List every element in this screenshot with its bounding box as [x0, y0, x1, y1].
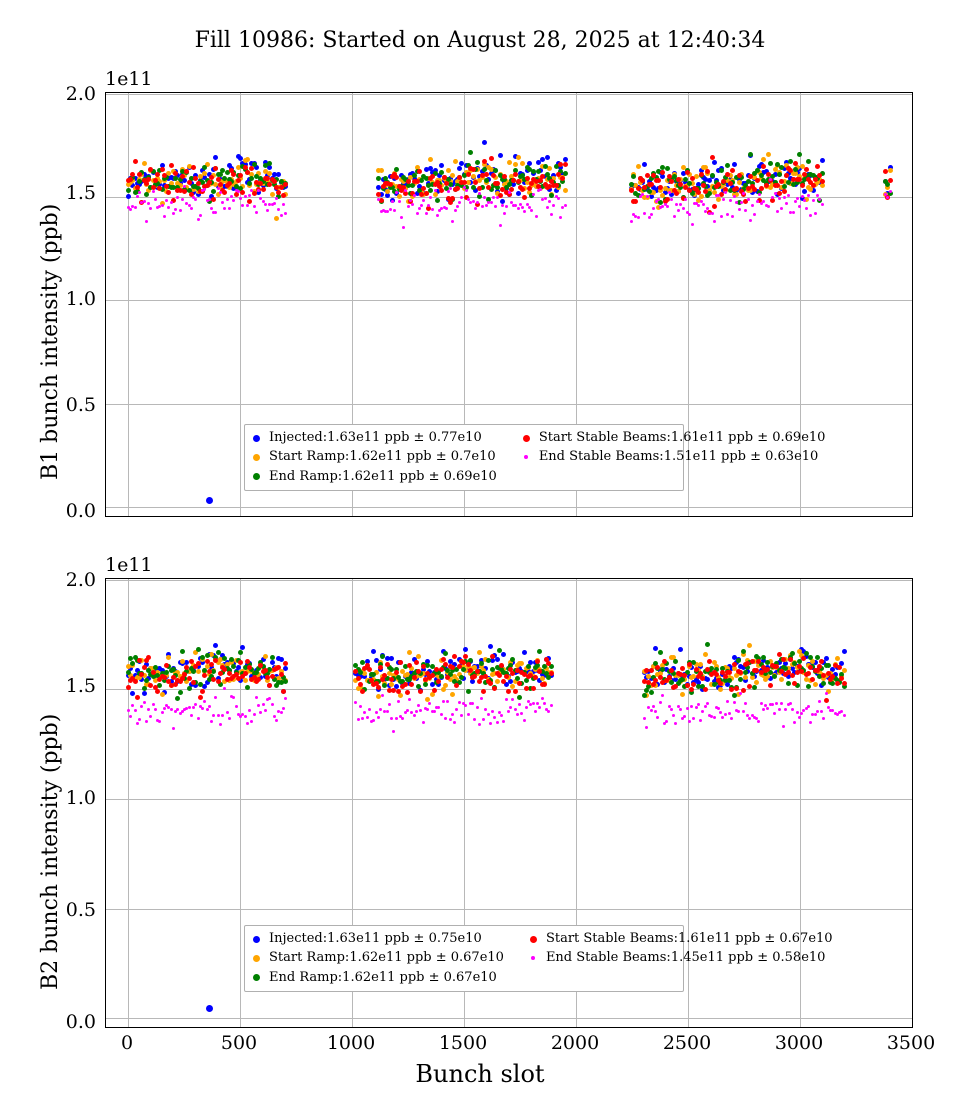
x-tick-label: 0	[120, 1032, 134, 1054]
gridline-vertical	[912, 579, 913, 1027]
x-tick-label: 3500	[886, 1032, 936, 1054]
legend-label: Injected:1.63e11 ppb ± 0.77e10	[269, 430, 482, 445]
legend-b2	[244, 925, 833, 992]
legend-label: Start Ramp:1.62e11 ppb ± 0.67e10	[269, 950, 504, 966]
x-tick-label: 3000	[774, 1032, 824, 1054]
gridline-horizontal	[106, 300, 912, 301]
gridline-vertical	[128, 93, 129, 516]
legend-marker-icon	[253, 435, 260, 442]
legend-item	[523, 431, 826, 445]
legend-marker-icon	[253, 454, 260, 461]
y-tick-label: 0.0	[65, 500, 96, 522]
legend-marker-icon	[531, 956, 535, 960]
legend-label: Start Stable Beams:1.61e11 ppb ± 0.67e10	[545, 931, 833, 946]
y-tick-label: 0.5	[65, 394, 96, 416]
legend-label: End Stable Beams:1.45e11 ppb ± 0.58e10	[545, 950, 826, 966]
legend-item	[523, 450, 826, 464]
x-tick-label: 1000	[326, 1032, 376, 1054]
legend-label: End Ramp:1.62e11 ppb ± 0.67e10	[269, 969, 497, 985]
legend-marker-icon	[524, 455, 528, 459]
legend-item	[253, 431, 497, 445]
y-axis-label-b2: B2 bunch intensity (ppb)	[38, 713, 63, 990]
y-tick-label: 0.0	[65, 1011, 96, 1033]
legend-marker-icon	[253, 955, 260, 962]
y-tick-label: 2.0	[65, 569, 96, 591]
legend-label: Start Ramp:1.62e11 ppb ± 0.7e10	[269, 449, 496, 465]
gridline-horizontal	[106, 507, 912, 508]
y-tick-label: 1.0	[65, 288, 96, 310]
x-tick-label: 1500	[438, 1032, 488, 1054]
gridline-horizontal	[106, 94, 912, 95]
y-offset-text-b2: 1e11	[105, 554, 153, 576]
legend-b1	[244, 424, 826, 491]
legend-marker-icon	[253, 974, 260, 981]
legend-item	[253, 932, 504, 946]
y-tick-label: 1.0	[65, 787, 96, 809]
gridline-horizontal	[106, 1018, 912, 1019]
legend-label: End Stable Beams:1.51e11 ppb ± 0.63e10	[538, 449, 819, 465]
y-offset-text-b1: 1e11	[105, 68, 153, 90]
legend-item	[253, 971, 504, 985]
gridline-horizontal	[106, 404, 912, 405]
x-axis-label: Bunch slot	[415, 1060, 545, 1088]
y-axis-label-b1: B1 bunch intensity (ppb)	[38, 203, 63, 480]
gridline-vertical	[912, 93, 913, 516]
legend-marker-icon	[253, 473, 260, 480]
y-tick-label: 1.5	[65, 675, 96, 697]
y-tick-label: 2.0	[65, 83, 96, 105]
x-tick-label: 2500	[662, 1032, 712, 1054]
legend-item	[530, 951, 833, 965]
gridline-horizontal	[106, 799, 912, 800]
x-tick-label: 2000	[550, 1032, 600, 1054]
x-tick-label: 500	[220, 1032, 258, 1054]
legend-marker-icon	[253, 936, 260, 943]
legend-label: Injected:1.63e11 ppb ± 0.75e10	[269, 931, 482, 946]
legend-item	[253, 470, 497, 484]
y-tick-label: 1.5	[65, 182, 96, 204]
legend-item	[530, 932, 833, 946]
legend-label: End Ramp:1.62e11 ppb ± 0.69e10	[269, 468, 497, 484]
legend-marker-icon	[523, 435, 530, 442]
figure-title: Fill 10986: Started on August 28, 2025 at 12:40:34	[194, 28, 766, 53]
legend-label: Start Stable Beams:1.61e11 ppb ± 0.69e10	[538, 430, 826, 445]
gridline-horizontal	[106, 909, 912, 910]
gridline-horizontal	[106, 580, 912, 581]
legend-item	[253, 450, 497, 464]
legend-item	[253, 951, 504, 965]
y-tick-label: 0.5	[65, 899, 96, 921]
gridline-vertical	[128, 579, 129, 1027]
legend-marker-icon	[530, 936, 537, 943]
